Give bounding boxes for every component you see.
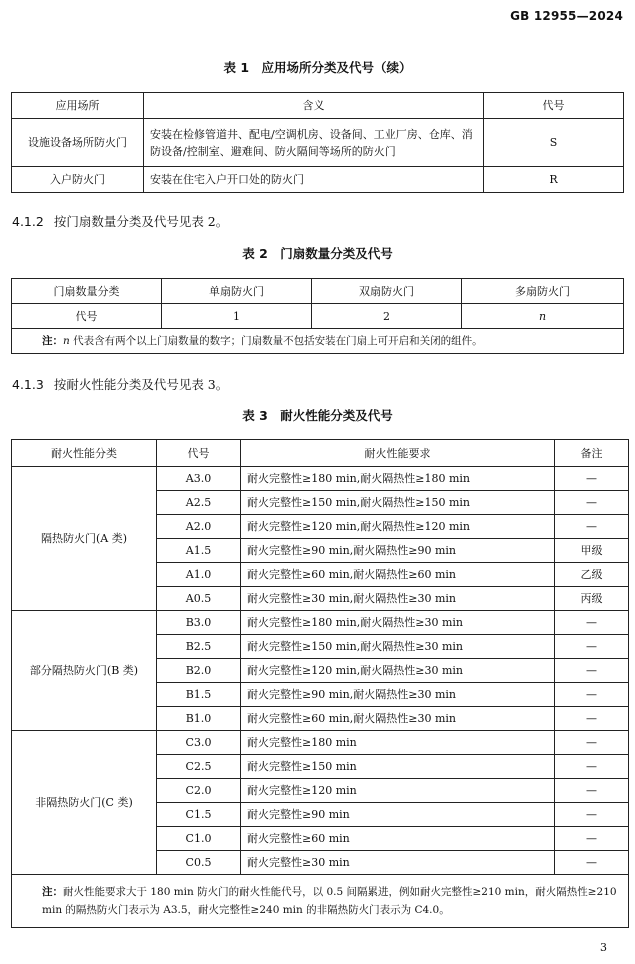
- requirement-cell: 耐火完整性≥90 min,耐火隔热性≥90 min: [241, 539, 555, 563]
- table2-note: [12, 329, 624, 354]
- table3-note: [12, 875, 629, 928]
- section-text: 按耐火性能分类及代号见表 3。: [53, 377, 229, 392]
- remark-cell: —: [555, 491, 629, 515]
- table-row: [12, 611, 629, 635]
- remark-cell: 丙级: [555, 587, 629, 611]
- code-cell: A0.5: [157, 587, 241, 611]
- table1-code-cell: S: [484, 119, 624, 167]
- code-cell: B2.5: [157, 635, 241, 659]
- requirement-cell: 耐火完整性≥180 min,耐火隔热性≥30 min: [241, 611, 555, 635]
- requirement-cell: 耐火完整性≥180 min: [241, 731, 555, 755]
- table1-code-cell: R: [484, 167, 624, 193]
- table1-header-row: [12, 93, 624, 119]
- section-number: 4.1.3: [12, 377, 44, 392]
- code-cell: C3.0: [157, 731, 241, 755]
- remark-cell: —: [555, 683, 629, 707]
- table-row: [12, 467, 629, 491]
- table2-title: 表 2 门扇数量分类及代号: [242, 246, 393, 261]
- code-cell: A3.0: [157, 467, 241, 491]
- table2: [11, 278, 624, 354]
- table-row: [12, 119, 624, 167]
- note-label: 注：: [42, 334, 63, 347]
- table3-header-cell: 代号: [157, 440, 241, 467]
- requirement-cell: 耐火完整性≥120 min,耐火隔热性≥120 min: [241, 515, 555, 539]
- group-name-cell: 隔热防火门(A 类): [12, 467, 157, 611]
- table1-place-cell: 入户防火门: [12, 167, 144, 193]
- remark-cell: —: [555, 515, 629, 539]
- requirement-cell: 耐火完整性≥150 min,耐火隔热性≥150 min: [241, 491, 555, 515]
- table3-header-cell: 耐火性能要求: [241, 440, 555, 467]
- requirement-cell: 耐火完整性≥150 min,耐火隔热性≥30 min: [241, 635, 555, 659]
- table3-header-row: [12, 440, 629, 467]
- requirement-cell: 耐火完整性≥150 min: [241, 755, 555, 779]
- section-text: 按门扇数量分类及代号见表 2。: [53, 214, 229, 229]
- table2-cell: n: [462, 304, 624, 329]
- remark-cell: 乙级: [555, 563, 629, 587]
- table1-header-cell: 应用场所: [12, 93, 144, 119]
- table3-header-cell: 耐火性能分类: [12, 440, 157, 467]
- group-name-cell: 部分隔热防火门(B 类): [12, 611, 157, 731]
- standard-number: GB 12955—2024: [510, 9, 623, 23]
- remark-cell: —: [555, 803, 629, 827]
- code-cell: A2.0: [157, 515, 241, 539]
- table3-note-row: [12, 875, 629, 928]
- remark-cell: —: [555, 659, 629, 683]
- code-cell: C1.5: [157, 803, 241, 827]
- code-cell: A1.0: [157, 563, 241, 587]
- code-cell: B1.0: [157, 707, 241, 731]
- code-cell: C2.0: [157, 779, 241, 803]
- table3-title: 表 3 耐火性能分类及代号: [242, 408, 393, 423]
- code-cell: B2.0: [157, 659, 241, 683]
- code-cell: B3.0: [157, 611, 241, 635]
- code-cell: A1.5: [157, 539, 241, 563]
- requirement-cell: 耐火完整性≥90 min: [241, 803, 555, 827]
- remark-cell: —: [555, 731, 629, 755]
- table1-header-cell: 代号: [484, 93, 624, 119]
- remark-cell: —: [555, 779, 629, 803]
- note-text: 耐火性能要求大于 180 min 防火门的耐火性能代号，以 0.5 间隔累进，例如耐火完整性≥210 min，耐火隔热性≥210 min 的隔热防火门表示为 A3.5，耐火完整性≥240 min 的非隔热防火门表示为 C4.0。: [42, 886, 617, 916]
- note-label: 注：: [42, 886, 63, 898]
- remark-cell: —: [555, 467, 629, 491]
- remark-cell: —: [555, 755, 629, 779]
- table2-header-cell: 双扇防火门: [312, 279, 462, 304]
- requirement-cell: 耐火完整性≥60 min,耐火隔热性≥60 min: [241, 563, 555, 587]
- group-name-cell: 非隔热防火门(C 类): [12, 731, 157, 875]
- table2-header-cell: 多扇防火门: [462, 279, 624, 304]
- note-variable: n: [63, 334, 70, 347]
- code-cell: B1.5: [157, 683, 241, 707]
- table-row: [12, 731, 629, 755]
- table2-header-row: [12, 279, 624, 304]
- code-cell: C2.5: [157, 755, 241, 779]
- table1-place-cell: 设施设备场所防火门: [12, 119, 144, 167]
- remark-cell: —: [555, 851, 629, 875]
- remark-cell: —: [555, 611, 629, 635]
- table3: [11, 439, 629, 928]
- code-cell: C1.0: [157, 827, 241, 851]
- code-cell: C0.5: [157, 851, 241, 875]
- table-row: [12, 167, 624, 193]
- table2-note-row: [12, 329, 624, 354]
- table1-meaning-cell: 安装在检修管道井、配电/空调机房、设备间、工业厂房、仓库、消防设备/控制室、避难间、防火隔间等场所的防火门: [144, 119, 484, 167]
- requirement-cell: 耐火完整性≥60 min,耐火隔热性≥30 min: [241, 707, 555, 731]
- remark-cell: —: [555, 707, 629, 731]
- table1-header-cell: 含义: [144, 93, 484, 119]
- requirement-cell: 耐火完整性≥90 min,耐火隔热性≥30 min: [241, 683, 555, 707]
- table2-cell: 2: [312, 304, 462, 329]
- code-cell: A2.5: [157, 491, 241, 515]
- requirement-cell: 耐火完整性≥60 min: [241, 827, 555, 851]
- section-4-1-3: [12, 375, 228, 393]
- requirement-cell: 耐火完整性≥30 min,耐火隔热性≥30 min: [241, 587, 555, 611]
- table2-cell: 代号: [12, 304, 162, 329]
- section-number: 4.1.2: [12, 214, 44, 229]
- table2-header-cell: 单扇防火门: [162, 279, 312, 304]
- table1-title: 表 1 应用场所分类及代号（续）: [223, 60, 412, 75]
- page-number: 3: [600, 941, 607, 954]
- section-4-1-2: [12, 212, 228, 230]
- requirement-cell: 耐火完整性≥30 min: [241, 851, 555, 875]
- table-row: [12, 304, 624, 329]
- requirement-cell: 耐火完整性≥120 min: [241, 779, 555, 803]
- table1-meaning-cell: 安装在住宅入户开口处的防火门: [144, 167, 484, 193]
- table3-header-cell: 备注: [555, 440, 629, 467]
- note-text: 代表含有两个以上门扇数量的数字；门扇数量不包括安装在门扇上可开启和关闭的组件。: [69, 334, 483, 347]
- remark-cell: —: [555, 827, 629, 851]
- requirement-cell: 耐火完整性≥180 min,耐火隔热性≥180 min: [241, 467, 555, 491]
- requirement-cell: 耐火完整性≥120 min,耐火隔热性≥30 min: [241, 659, 555, 683]
- table2-cell: 1: [162, 304, 312, 329]
- table1: [11, 92, 624, 193]
- remark-cell: 甲级: [555, 539, 629, 563]
- table2-header-cell: 门扇数量分类: [12, 279, 162, 304]
- remark-cell: —: [555, 635, 629, 659]
